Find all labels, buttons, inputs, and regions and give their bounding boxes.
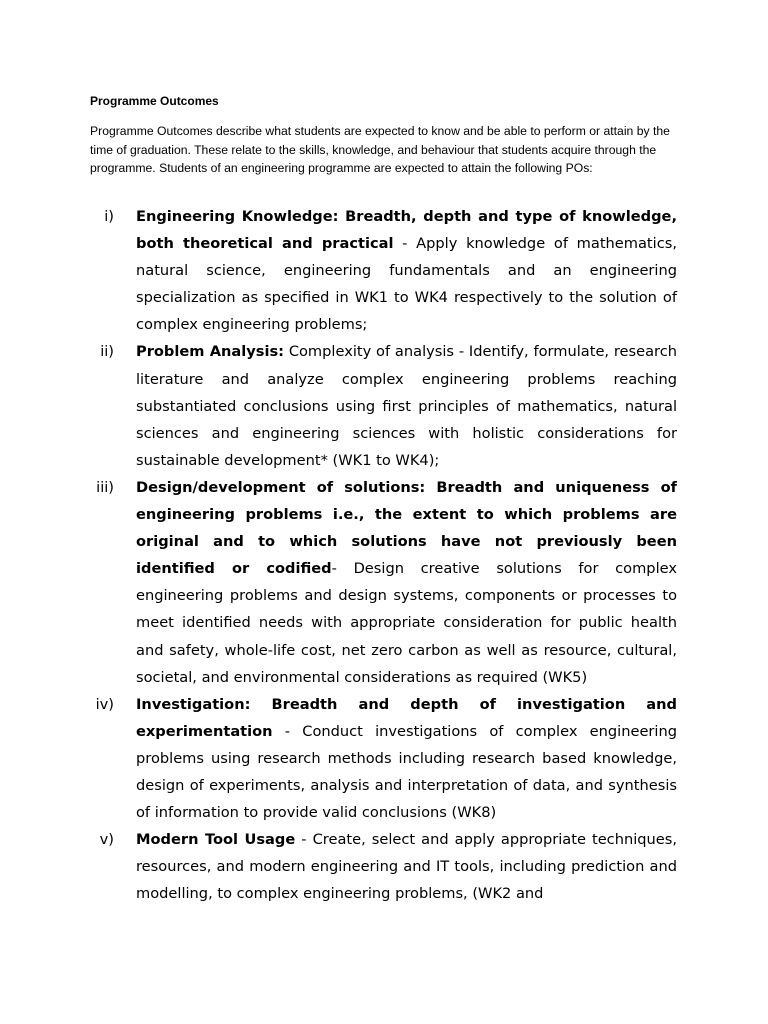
- outcome-text: - Create, select and apply appropriate techniques, resources, and modern engineering and IT tools, including prediction and modelling, to complex engineering problems, (WK2 and: [136, 831, 677, 903]
- outcome-heading: Investigation: Breadth and depth of investigation and experimentation: [136, 695, 677, 740]
- outcome-text: Complexity of analysis - Identify, formulate, research literature and analyze complex engineering problems reaching substantiated conclusions using first principles of mathematics, natural sciences and engineering sciences with holistic considerations for sustainable development* (WK1 to WK4);: [136, 343, 678, 469]
- outcome-body: [136, 474, 677, 691]
- outcome-item: [90, 691, 677, 826]
- outcome-heading: Problem Analysis:: [136, 343, 284, 361]
- outcome-heading: Design/development of solutions: Breadth and uniqueness of engineering problems i.e., the extent to which problems are original and to which solutions have not previously been identified or codified: [136, 478, 677, 578]
- outcome-body: [136, 203, 677, 338]
- outcome-item: [90, 338, 677, 473]
- outcome-body: [136, 338, 677, 473]
- outcome-heading: Engineering Knowledge: Breadth, depth and type of knowledge, both theoretical and practical: [136, 208, 677, 253]
- page-title: Programme Outcomes: [90, 94, 219, 108]
- outcome-numeral: iii): [96, 478, 114, 496]
- outcome-numeral: i): [104, 208, 114, 225]
- outcome-text: - Design creative solutions for complex engineering problems and design systems, components or processes to meet identified needs with appropriate consideration for public health and safety, whole-life cost, net zero carbon as well as resource, cultural, societal, and environmental considerations as required (WK5): [136, 560, 677, 686]
- outcome-heading: Modern Tool Usage: [136, 831, 296, 849]
- outcome-text: - Conduct investigations of complex engineering problems using research methods including research based knowledge, design of experiments, analysis and interpretation of data, and synthesis of information to provide valid conclusions (WK8): [136, 722, 677, 822]
- outcome-numeral: ii): [100, 343, 114, 361]
- outcome-item: [90, 474, 677, 691]
- outcome-item: [90, 203, 677, 338]
- outcomes-list: [90, 203, 677, 907]
- outcome-body: [136, 691, 677, 826]
- outcome-numeral: iv): [95, 695, 114, 713]
- outcome-text: - Apply knowledge of mathematics, natural science, engineering fundamentals and an engineering specialization as specified in WK1 to WK4 respectively to the solution of complex engineering problems;: [136, 235, 677, 334]
- outcome-item: [90, 826, 677, 907]
- intro-paragraph: Programme Outcomes describe what students are expected to know and be able to perform or attain by the time of graduation. These relate to the skills, knowledge, and behaviour that students acquire through the programme. Students of an engineering programme are expected to attain the following POs:: [90, 124, 670, 175]
- outcome-body: [136, 826, 677, 907]
- outcome-numeral: v): [99, 831, 114, 849]
